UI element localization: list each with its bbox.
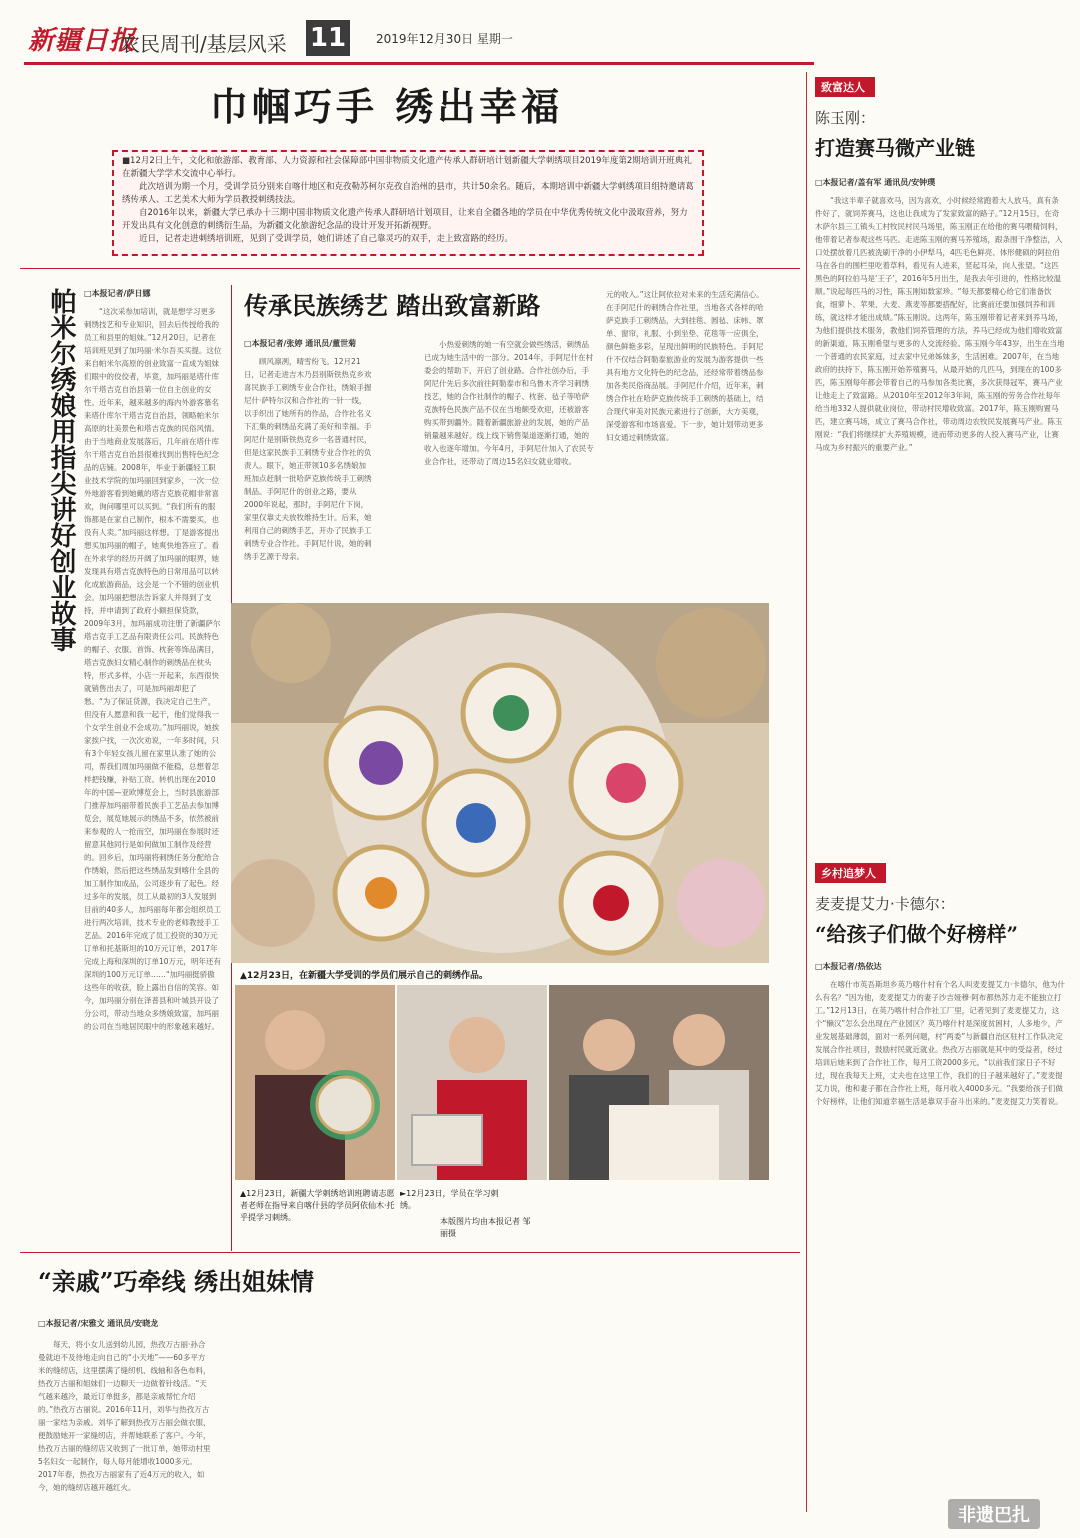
lead-box (112, 150, 704, 256)
teacher-guiding-photo (235, 985, 395, 1180)
bottom-byline-wrap (38, 1318, 218, 1329)
photo-woman-in-red (397, 985, 547, 1180)
left-photo-caption: ▲12月23日，新疆大学刺绣培训班聘请志愿者老师在指导来自喀什县的学员阿依仙木·托乎提学习刺绣。 (240, 1189, 395, 1222)
main-photo-caption: ▲12月23日，在新疆大学受训的学员们展示自己的刺绣作品。 (240, 971, 488, 981)
right-photo-caption: ►12月23日，学员在学习刺绣。 (400, 1189, 499, 1210)
issue-date: 2019年12月30日 星期一 (376, 32, 513, 46)
center-col-1 (244, 355, 372, 591)
center-col-3 (606, 288, 768, 591)
right-column-rule (806, 72, 807, 1512)
lead-paragraph-3: 自2016年以来，新疆大学已承办十三期中国非物质文化遗产传承人群研培计划项目，让来自全疆各地的学员在中华优秀传统文化中汲取营养，努力开发出具有文化创意的刺绣衍生品，为新疆文化旅游纪念品的设计开发开拓新视野。 (122, 208, 688, 231)
right-story-1-text: “我这半辈子就喜欢马，因为喜欢，小时候经常跑着大人放马，真有条件好了，就饲养赛马，这也让我成为了发家致富的路子。”12月15日，在奇木萨尔县三工镇头工村牧民村民马场里，陈玉刚正在给他的赛马喂精饲料，他带着记者参观这些马匹。走进陈玉刚的赛马养殖场，跟条围干净整洁，入口处摆放着几匹被洗刷干净的小伊犁马，4匹毛色鲜亮、体形健硕的阿拉伯马在各自的围栏里吃着草料，看见有人进来，竖起耳朵，向人张望。“这匹黑色的阿拉伯马是‘王子’，2016年5月出生，是我去年引进的，性格比较温顺。”说起每匹马的习性，陈玉刚如数家珍。“每天都要精心给它们准备饮食，细萝卜、苹果、大麦、燕麦等都要搭配好，比赛前还要加强饲养和训练，就这样才能出成绩。”陈玉刚说。这两年，陈玉刚带着记者来到养马场，为他们提供技术服务，教他们饲养管理的方法，养马已经成为他们增收致富的新渠道，陈玉刚希望与更多的人交流经验。陈玉刚今年43岁，出生在当地一个普通的农民家庭，过去家中兄弟姊妹多，生活困难。2007年，在当地政府的扶持下，陈玉刚开始养殖赛马，从最开始的几匹马，到现在的100多匹，陈玉刚每年都会带着自己的马参加各类比赛，多次获得冠军，赛马产业让他走上了致富路。从2010年至2012年3年间，陈玉刚的劳务合作社每年给当地332人提供就业岗位，带动村民增收致富。2017年，陈玉刚购置马匹，建立赛马场，成立了赛马合作社，带动周边农牧民发展赛马产业。陈玉刚说：“我们将继续扩大养殖规模，进而带动更多的人投入赛马产业，让赛马成为乡村振兴的重要产业。” (815, 196, 1065, 452)
photo-students-learning (549, 985, 769, 1180)
right-story-2-name: 麦麦提艾力·卡德尔： (815, 895, 955, 913)
side-story-body (84, 305, 222, 1245)
watermark-logo: 非遗巴扎 (948, 1499, 1040, 1529)
newspaper-logo: 新疆日报 (28, 26, 137, 56)
center-byline-wrap (244, 338, 374, 349)
photo-teacher-guiding (235, 985, 395, 1180)
center-col-2 (424, 338, 594, 591)
bottom-divider (20, 1252, 800, 1253)
section-divider (20, 268, 800, 269)
embroidery-hoops-photo (231, 603, 769, 963)
right-story-1-byline: □本报记者/盖有军 通讯员/安钟璞 (815, 178, 936, 187)
woman-in-red-photo (397, 985, 547, 1180)
lead-paragraph-1: ■12月2日上午，文化和旅游部、教育部、人力资源和社会保障部中国非物质文化遗产传承人群研培计划新疆大学刺绣项目2019年度第2期培训开班典礼在新疆大学学术交流中心举行。 (122, 156, 692, 179)
page-main-title: 巾帼巧手 绣出幸福 (210, 84, 564, 129)
center-text-a: 顾风凛冽，晴雪纷飞。12月21日，记者走进吉木乃县别斯铁热克乡欢喜民族手工刺绣专业合作社，绣娘手握尼什·萨特尔汉和合作社的一针一线，以手织出了她所有的作品，合作社名义下汇集的刺绣品充满了美好和幸福。手阿尼什是别斯铁热克乡一名普通村民，但是这家民族手工刺绣专业合作社的负责人。眼下，她正带领10多名绣娘加班加点赶制一批哈萨克族传统手工刺绣制品。手阿尼什的创业之路，要从2000年说起，那时，手阿尼什下岗，家里仅靠丈夫放牧维持生计。后来，她利用自己的刺绣手艺，开办了民族手工刺绣专业合作社。手阿尼什说，她的刺绣手艺源于母亲。 (244, 357, 372, 561)
center-text-b: 小热爱刺绣的她一有空就会做些绣活，刺绣品已成为她生活中的一部分。2014年，手阿尼什在村委会的帮助下，开启了创业路。合作社创办后，手阿尼什先后多次前往阿勒泰市和乌鲁木齐学习刺绣技艺，她的合作社制作的帽子、枕套、毡子等哈萨克族特色民族产品不仅在当地颇受欢迎，还被游客购买带到疆外。随着新疆旅游业的发展，她的产品销量越来越好。线上线下销售渠道逐渐打通，她的收入也逐年增加。今年4月，手阿尼什加入了农民专业合作社，还带动了周边15名妇女就业增收。 (424, 340, 594, 466)
center-story-title: 传承民族绣艺 踏出致富新路 (244, 291, 541, 320)
masthead (24, 14, 1064, 66)
center-text-c: 元的收入。”这让阿依拉对未来的生活充满信心。在手阿尼什的刺绣合作社里，当地各式各样的哈萨克族手工刺绣品，大到挂毯、圆毡、床帏、罩单、窗帘，礼服、小到坐垫、花毯等一应俱全，颜色鲜艳多彩，呈现出鲜明的民族特色。手阿尼什不仅结合阿勒泰旅游业的发展为游客提供一些具有地方文化特色的纪念品，还经常带着绣品参加各类民俗商品展。手阿尼什介绍，近年来，刺绣合作社在哈萨克族传统手工刺绣的基础上，结合现代审美对民族元素进行了创新，大方美观，深受游客和市场喜爱。下一步，她计划带动更多妇女通过刺绣致富。 (606, 290, 764, 442)
main-photo (231, 603, 769, 963)
bottom-story-byline: □本报记者/宋雅文 通讯员/安晓龙 (38, 1319, 159, 1328)
right-story-1-headline: 打造赛马微产业链 (815, 136, 975, 160)
section-name: 农民周刊/基层风采 (120, 32, 287, 56)
bottom-story-body (38, 1338, 788, 1518)
side-story-title: 帕米尔绣娘用指尖讲好创业故事 (46, 288, 76, 652)
right-column-2 (815, 862, 1065, 1538)
right-story-1-name: 陈玉刚： (815, 109, 876, 127)
right-story-2-text: 在喀什市英吾斯坦乡英乃喀什村有个名人叫麦麦提艾力·卡德尔，他为什么有名？“因为他，麦麦提艾力的妻子沙吉娅穆·阿布都热苏力走不能独立打工。”12月13日，在英乃喀什村合作社工厂里，记者见到了麦麦提艾力，这个“懒汉”怎么会出现在产业园区？英乃喀什村是深度贫困村，人多地少，产业发展基础薄弱，面对一系列问题，村“两委”与新疆自治区驻村工作队决定发展合作社项目，鼓励村民就近就业。热孜万古丽就是其中的受益者，经过培训后她来到了合作社工作，每月工资2000多元。“以前我们家日子不好过，现在我每天上班，丈夫也在这里工作，我们的日子越来越好了。”麦麦提艾力说，他和妻子都在合作社上班，每月收入4000多元。“我要给孩子们做个好榜样，让他们知道幸福生活是靠双手奋斗出来的。”麦麦提艾力笑着说。 (815, 980, 1065, 1106)
tag-xiangcun: 乡村追梦人 (815, 863, 886, 883)
lead-paragraph-4: 近日，记者走进刺绣培训班，见到了受训学员，她们讲述了自己靠灵巧的双手，走上致富路的经历。 (139, 234, 514, 244)
right-story-2-headline: “给孩子们做个好榜样” (815, 922, 1019, 946)
bottom-story-title: “亲戚”巧牵线 绣出姐妹情 (38, 1267, 314, 1296)
center-story-byline: □本报记者/张婷 通讯员/董世菊 (244, 339, 357, 348)
side-story-byline: □本报记者/萨日娜 (84, 289, 151, 298)
photo-credit: 本版图片均由本报记者 邹 丽摄 (440, 1217, 531, 1238)
page-number: 11 (306, 20, 350, 56)
side-story-byline-wrap (84, 288, 222, 299)
lead-paragraph-2: 此次培训为期一个月，受训学员分别来自喀什地区和克孜勒苏柯尔克孜自治州的县市，共计50余名。随后，本期培训中新疆大学刺绣项目组特邀请葛绣传承人、工艺美术大师为学员教授刺绣技法。 (122, 182, 694, 205)
students-learning-photo (549, 985, 769, 1180)
masthead-rule (24, 62, 814, 65)
right-story-2-byline: □本报记者/热依达 (815, 962, 882, 971)
tag-zhifu: 致富达人 (815, 77, 875, 97)
bottom-story-text: 每天，将小女儿送到幼儿园，热孜万古丽·孙合曼就迫不及待地走向自己的“小天地”——60多平方米的缝纫店，这里摆满了缝纫机、线轴和各色布料，热孜万古丽和姐妹们一边聊天一边做着针线活。“天气越来越冷，最近订单挺多，都是亲戚帮忙介绍的。”热孜万古丽说。2016年11月，刘华与热孜万古丽一家结为亲戚。刘华了解到热孜万古丽会做衣服，便鼓励她开一家缝纫店，并帮她联系了客户。今年，热孜万古丽的缝纫店又收到了一批订单，她带动村里5名妇女一起制作，每人每月能增收1000多元。2017年春，热孜万古丽家有了近4万元的收入，如今，她的缝纫店越开越红火。 (38, 1340, 211, 1492)
right-column (815, 76, 1065, 849)
side-story-text: “这次采参加培训，就是想学习更多刺绣技艺和专业知识，回去后传授给我的员工和县里的姐妹。”12月20日，记者在培训班见到了加玛丽·米尔吾买买提。这位来自帕米尔高原的创业致富一直成为姐妹们眼中的佼佼者，毕竟，加玛丽是塔什库尔干塔吉克自治县第一位自主创业的女性。近年来，越来越多的海内外游客慕名来塔什库尔干塔吉克自治县，领略帕米尔高原的壮美景色和塔吉克族的民俗风情。由于当地商业发展落后，几年前在塔什库尔干塔吉克自治县很难找到出售特色纪念品的店铺。2008年，毕业于新疆轻工职业技术学院的加玛丽回到家乡，一次一位外地游客看到她戴的塔吉克族花帽非常喜欢，询问哪里可以买到。“我们所有的服饰都是在家自己制作，根本不需要买，也没有人卖。”加玛丽这样想。丁是游客提出想买加玛丽的帽子，她爽快地答应了。看在外求学的经历开阔了加玛丽的眼界，她发现具有塔吉克族特色的日常用品可以转化成旅游商品，这会是一个不错的创业机会。加玛丽把想法告诉家人并得到了支持，并申请到了政府小额担保贷款，2009年3月，加玛丽成功注册了新疆萨尔塔吉克手工艺品有限责任公司。民族特色的帽子、衣服、首饰、枕套等饰品满目，塔吉克族妇女精心制作的刺绣品在枕头特，形式多样，小店一开起来，东西很快就销售出去了，可是加玛丽却犯了愁。“为了保证货源，我决定自己生产，但没有人愿意和我一起干，他们觉得我一个女学生创业不会成功。”加玛丽说，她挨家挨户找，一次次劝说，一年多时间，只有3个年轻女孩儿留在家里认准了她的公司，帮我们周加玛丽做不能稳，总想着怎样把钱赚，补贴工资。转机出现在2010年的中国—亚欧博览会上，当时县旅游部门推荐加玛丽带着民族手工艺品去参加博览会，展览她展示的绣品不多，依然被前来参观的人一抢而空，加玛丽在参展时还留意其他同行是如何做加工制作及经营的。回乡后，加玛丽将刺绣任务分配给合作绣娘，然后把这些绣品发到喀什全县的加工制作加成品，公司逐步有了起色。经过多年的发展，员工从最初的3人发展到目前的40多人，加玛丽每年都会组织员工进行两次培训，技术专业的老师教授手工艺品。2016年完成了员工投资的30万元订单和托基斯坦的10万元订单，2017年完成上海和深圳的订单10万元，明年还有深圳的100万元订单……“加玛丽挺骄傲这些年的收获，脸上露出自信的笑容。如今，加玛丽分别在泽普县和叶城县开设了分公司，带动当地众多绣娘致富，加玛丽的公司在当地居民眼中的形象越来越好。 (84, 307, 222, 1031)
